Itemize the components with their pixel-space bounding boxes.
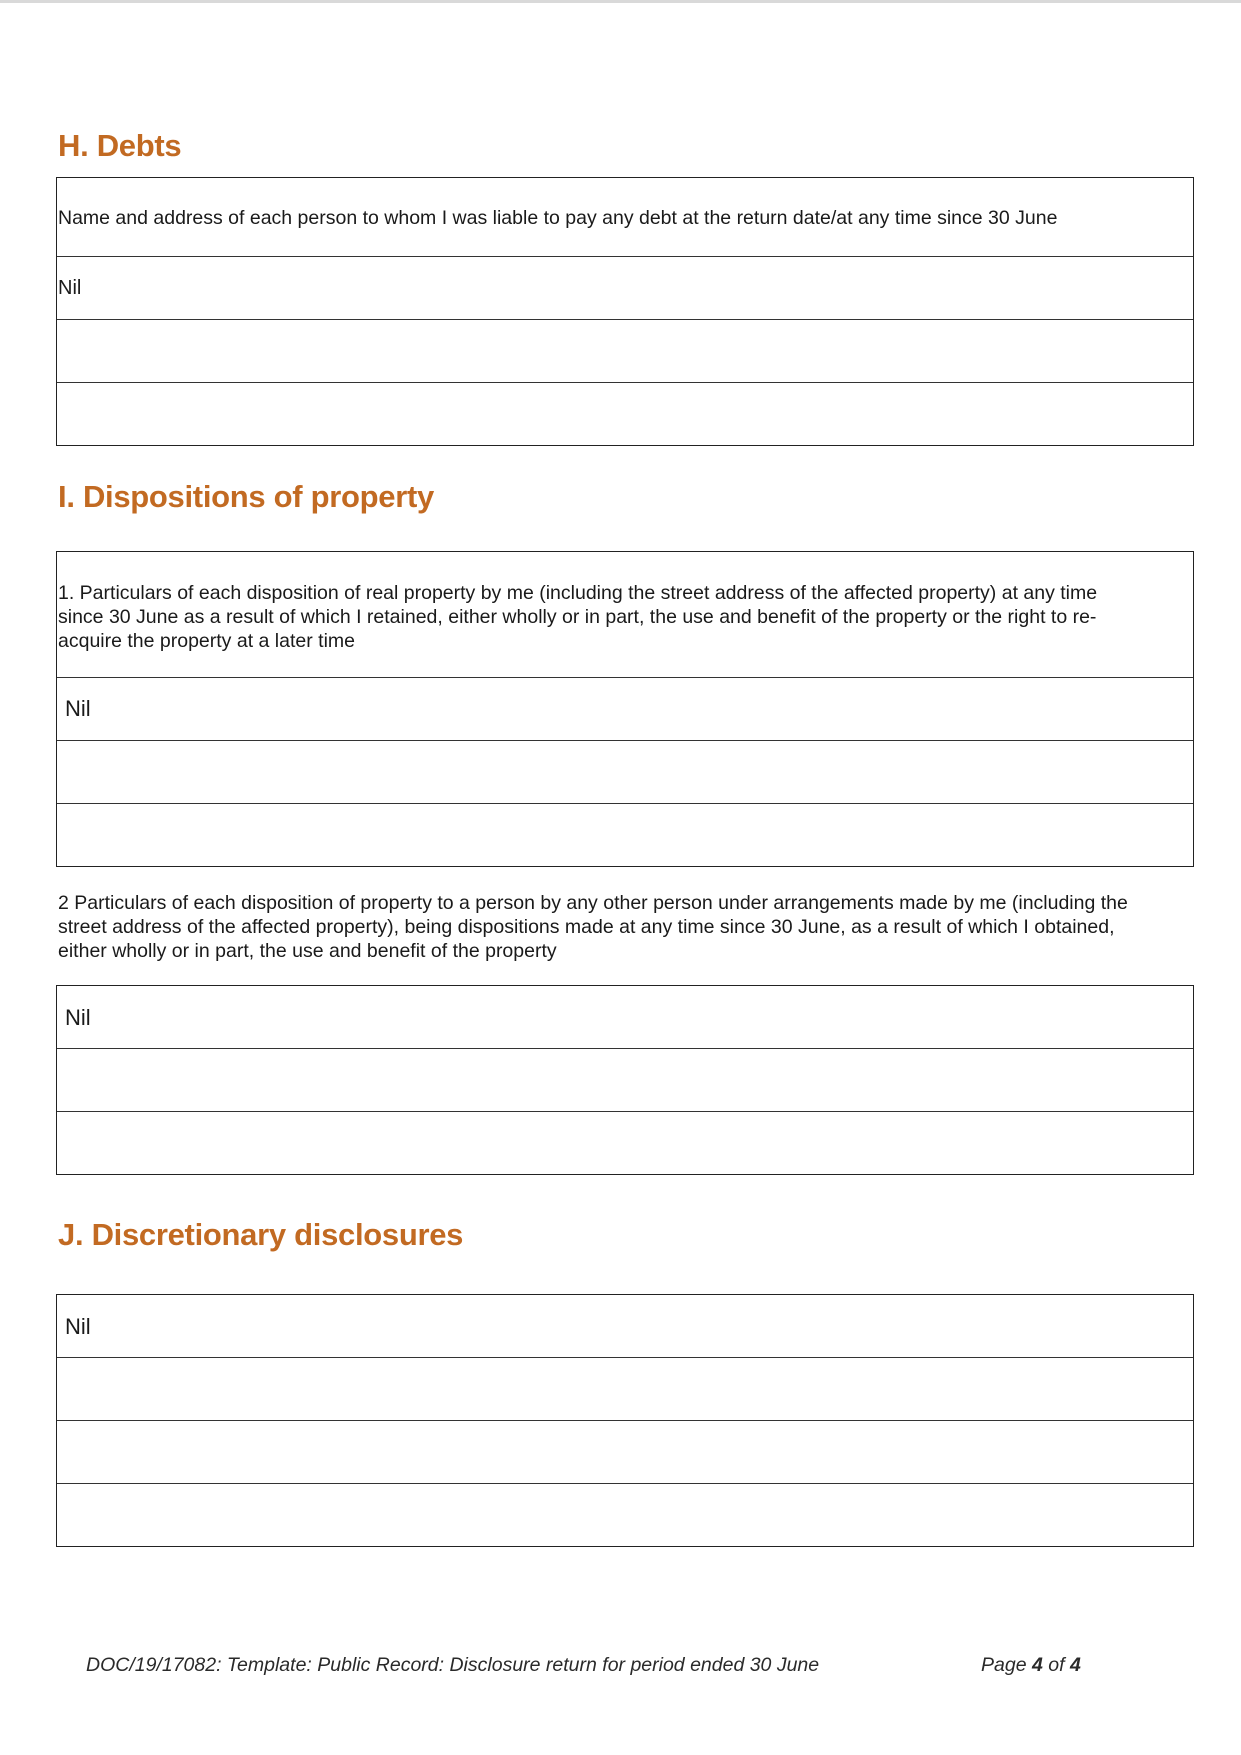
q2-line-2: street address of the affected property), being dispositions made at any time since 30 June, as a result of which I obtained, bbox=[58, 916, 1115, 938]
page-mid: of bbox=[1042, 1654, 1070, 1676]
j-row-3[interactable] bbox=[57, 1421, 1193, 1484]
j-row-1-value: Nil bbox=[65, 1314, 91, 1339]
q2-row-3[interactable] bbox=[57, 1112, 1193, 1174]
debts-row-1[interactable] bbox=[57, 257, 1193, 320]
debts-table bbox=[56, 177, 1194, 446]
dispositions-q1-table bbox=[56, 551, 1194, 867]
q2-row-2[interactable] bbox=[57, 1049, 1193, 1112]
debts-header-text: Name and address of each person to whom I was liable to pay any debt at the return date/at any time since 30 June bbox=[58, 207, 1058, 229]
top-edge-line bbox=[0, 0, 1241, 3]
q1-line-3: acquire the property at a later time bbox=[58, 630, 355, 652]
q2-line-3: either wholly or in part, the use and benefit of the property bbox=[58, 940, 557, 962]
q1-line-2: since 30 June as a result of which I retained, either wholly or in part, the use and benefit of the property or the right to re- bbox=[58, 606, 1097, 628]
section-i-title: I. Dispositions of property bbox=[58, 479, 434, 514]
section-h-title: H. Debts bbox=[58, 128, 182, 163]
j-row-2[interactable] bbox=[57, 1358, 1193, 1421]
q2-row-1-value: Nil bbox=[65, 1005, 91, 1030]
footer-doc-reference: DOC/19/17082: Template: Public Record: Disclosure return for period ended 30 June bbox=[86, 1654, 820, 1676]
dispositions-q2-table bbox=[56, 985, 1194, 1175]
footer-page-number bbox=[981, 1654, 1081, 1677]
debts-header-row bbox=[57, 178, 1193, 257]
q2-line-1: 2 Particulars of each disposition of property to a person by any other person under arrangements made by me (including the bbox=[58, 892, 1128, 914]
q1-row-1[interactable] bbox=[57, 678, 1193, 741]
discretionary-table bbox=[56, 1294, 1194, 1547]
j-row-4[interactable] bbox=[57, 1484, 1193, 1546]
page-total: 4 bbox=[1069, 1654, 1081, 1676]
page-current: 4 bbox=[1031, 1654, 1043, 1676]
q2-row-1[interactable] bbox=[57, 986, 1193, 1049]
page-prefix: Page bbox=[981, 1654, 1032, 1676]
debts-row-1-value: Nil bbox=[58, 277, 82, 299]
dispositions-q1-header-row bbox=[57, 552, 1193, 678]
j-row-1[interactable] bbox=[57, 1295, 1193, 1358]
q1-row-3[interactable] bbox=[57, 804, 1193, 866]
debts-row-3[interactable] bbox=[57, 383, 1193, 445]
debts-row-2[interactable] bbox=[57, 320, 1193, 383]
section-j-title: J. Discretionary disclosures bbox=[58, 1217, 464, 1252]
q1-line-1: 1. Particulars of each disposition of real property by me (including the street address of the affected property) at any time bbox=[58, 582, 1098, 604]
q1-row-2[interactable] bbox=[57, 741, 1193, 804]
q1-row-1-value: Nil bbox=[65, 696, 91, 721]
